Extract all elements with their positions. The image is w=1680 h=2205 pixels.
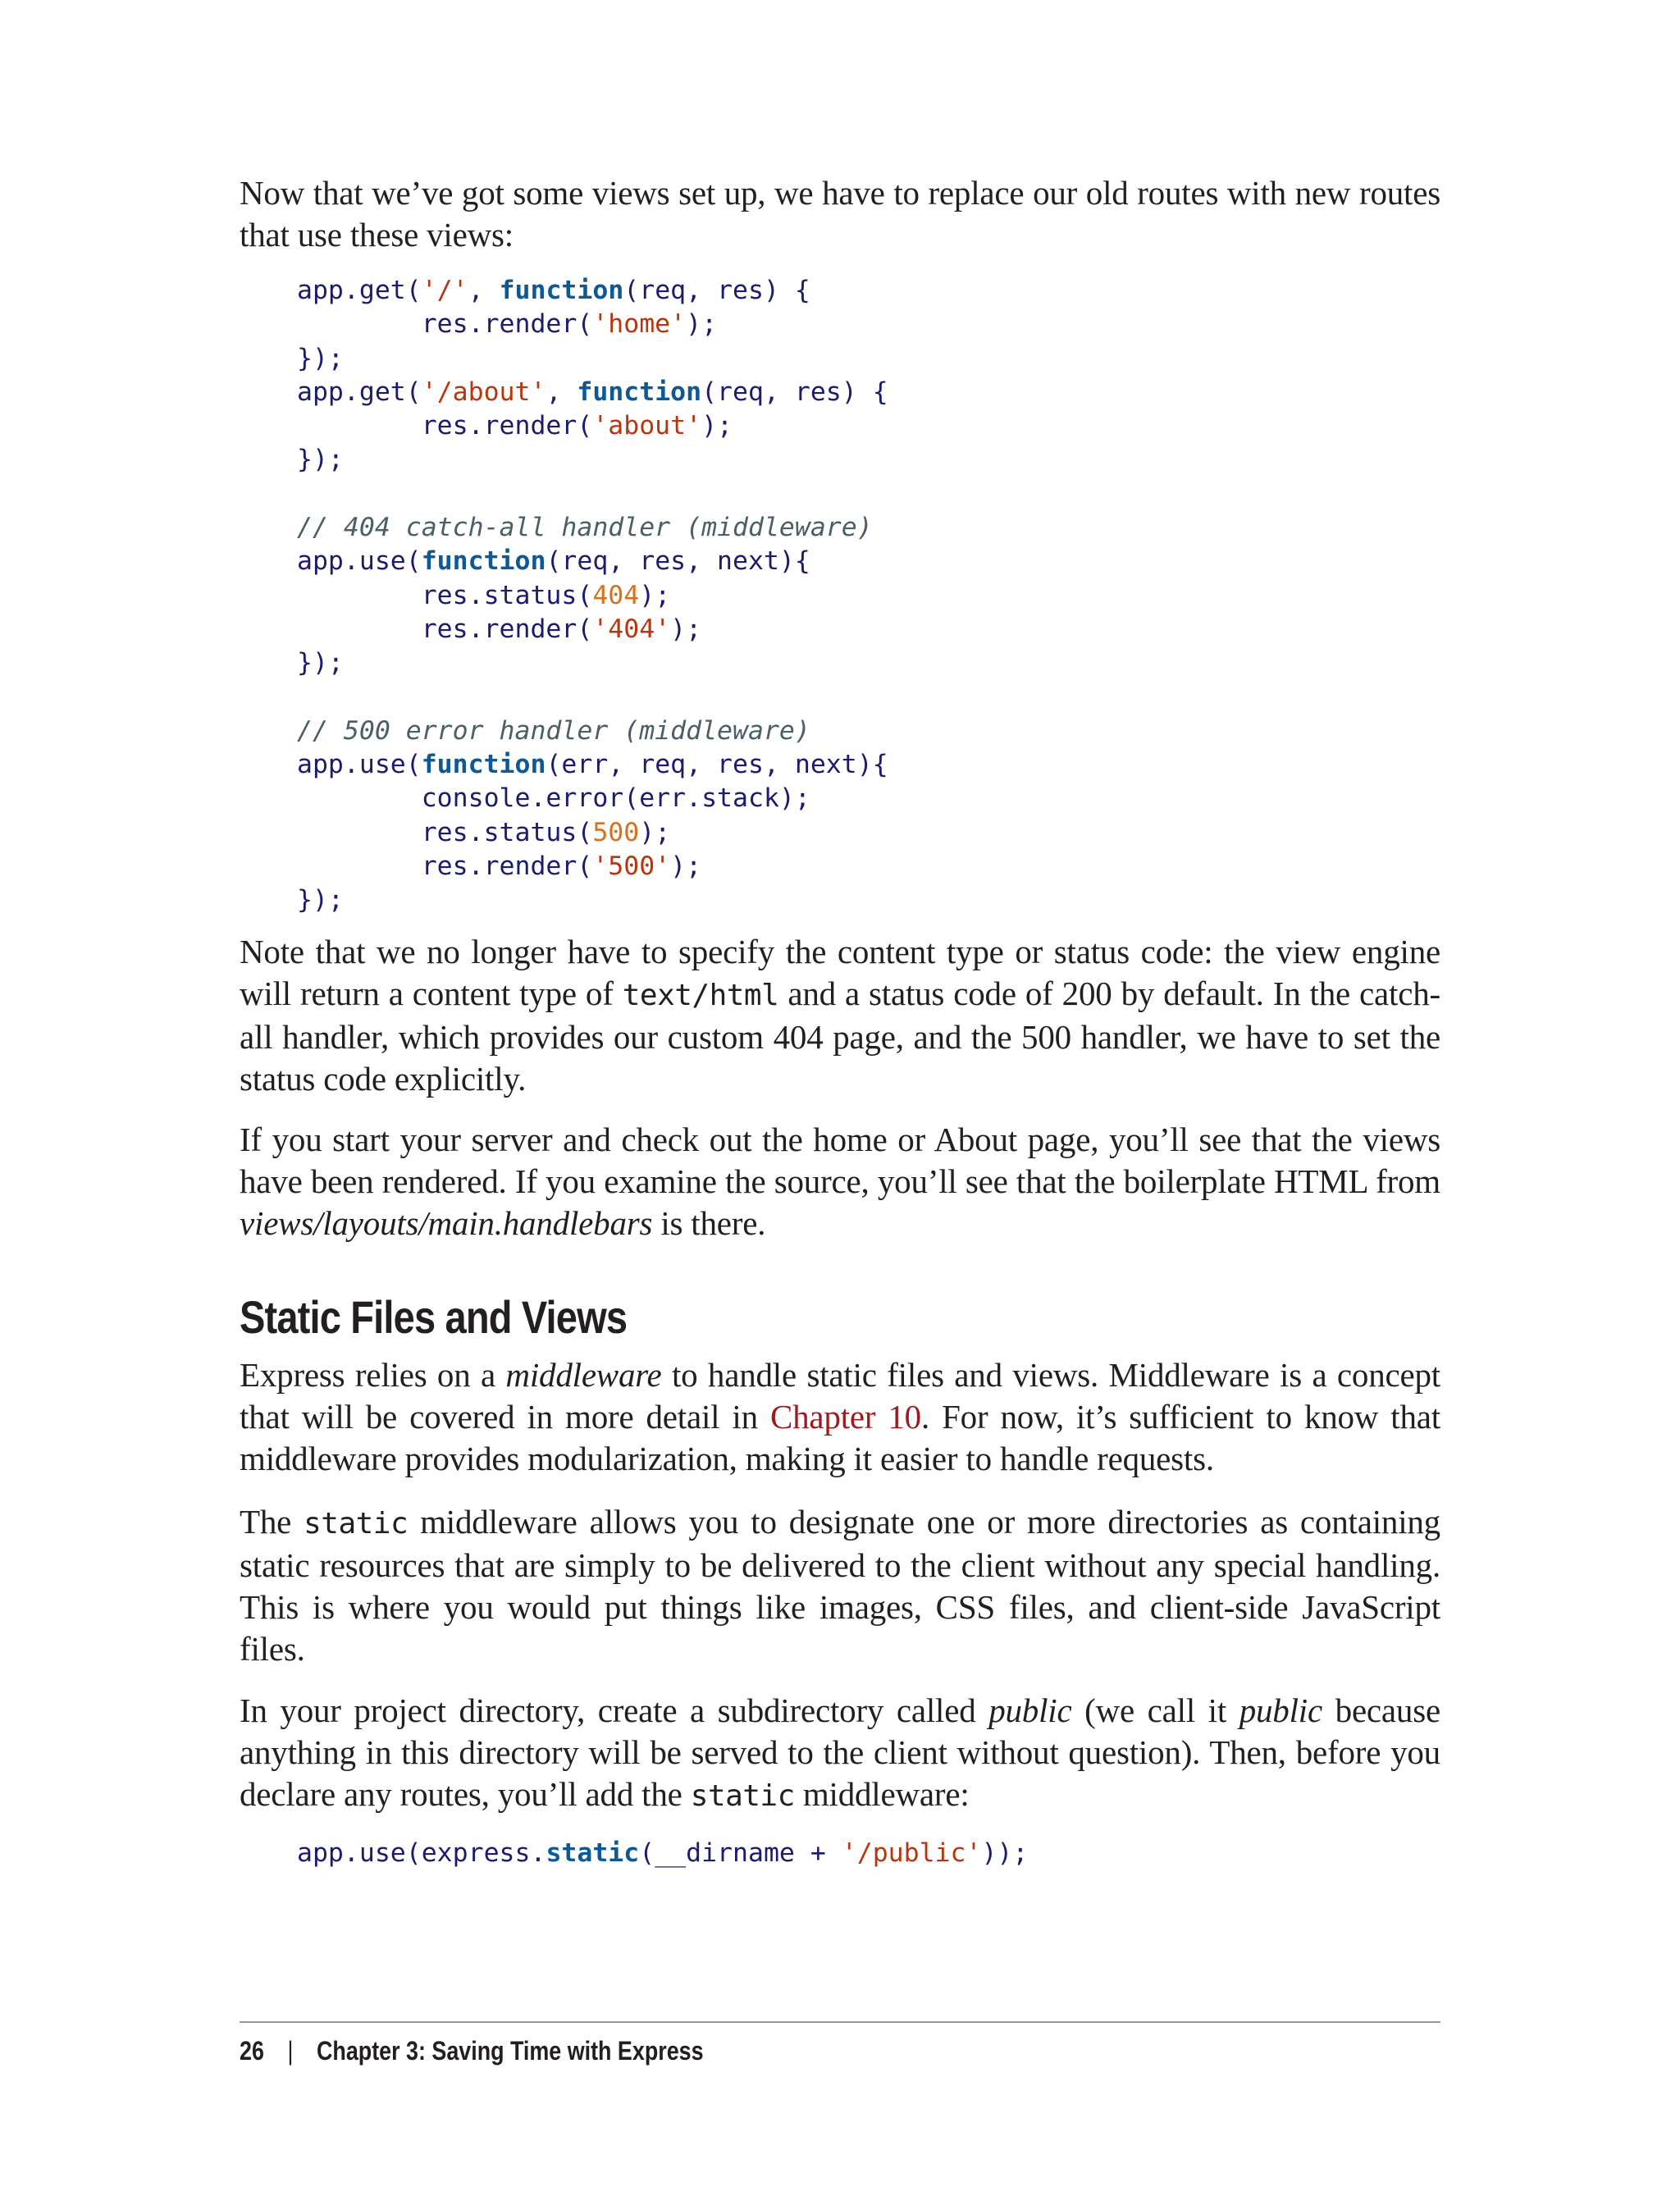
start-server-paragraph: [240, 1119, 1440, 1244]
code-token: (req, res) {: [623, 276, 810, 305]
code-line: [297, 309, 717, 339]
express-text-middle: to handle static files and views. Middleware is a concept that will be covered in more detail in: [240, 1355, 1440, 1436]
file-path-italic: views/layouts/main.handlebars: [240, 1203, 653, 1242]
code-token: (req, res) {: [701, 377, 888, 407]
code-string: '404': [592, 614, 671, 644]
code-number: 500: [592, 817, 640, 847]
code-token: (__dirname +: [639, 1838, 842, 1868]
code-line: [297, 750, 888, 779]
code-token: (err, req, res, next){: [546, 750, 888, 780]
code-token: });: [297, 648, 344, 678]
code-token: });: [297, 343, 344, 373]
public-italic-1: public: [988, 1691, 1072, 1729]
code-token: app.use(: [297, 750, 422, 780]
code-token: res.render(: [297, 614, 593, 644]
code-string: '500': [592, 851, 671, 882]
code-comment: // 404 catch-all handler (middleware): [297, 513, 873, 543]
code-token: );: [701, 411, 733, 441]
code-line: [297, 581, 670, 610]
inline-code-static: static: [304, 1506, 409, 1541]
code-line: [297, 648, 344, 678]
code-string: '/': [421, 276, 468, 305]
code-line: [297, 783, 810, 813]
project-paragraph: [240, 1690, 1440, 1817]
code-string: '/about': [421, 377, 546, 407]
project-text-end: middleware:: [794, 1774, 970, 1813]
code-line: [297, 513, 873, 542]
footer-separator: |: [287, 2036, 294, 2066]
code-token: app.use(: [297, 546, 422, 577]
page-content: [240, 172, 1440, 1870]
code-token: );: [670, 614, 702, 644]
code-token: );: [670, 851, 702, 882]
page-footer: [240, 2033, 704, 2069]
code-token: res.render(: [297, 309, 593, 340]
express-text-after: . For now, it’s sufficient to know that middleware provides modularization, making it easier to handle requests.: [240, 1397, 1440, 1477]
start-text-before: If you start your server and check out the home or About page, you’ll see that the views have been rendered. If you examine the source, you’ll see that the boilerplate HTML from: [240, 1120, 1440, 1200]
code-string: '/public': [841, 1838, 982, 1868]
code-line: [297, 276, 810, 305]
code-line: [297, 716, 810, 746]
express-text-before: Express relies on a: [240, 1355, 506, 1394]
code-token: (req, res, next){: [546, 546, 810, 577]
section-heading: Static Files and Views: [240, 1290, 628, 1343]
code-line: [297, 1838, 1028, 1868]
code-block-static: [240, 1837, 1440, 1870]
project-text-middle: (we call it: [1071, 1691, 1239, 1729]
note-text-after: and a status code of 200 by default. In the catch-all handler, which provides our custom 404 page, and the 500 handler, we have to set the status code explicitly.: [240, 974, 1440, 1098]
code-keyword: function: [421, 750, 546, 780]
code-token: );: [639, 817, 671, 847]
page-number: 26: [240, 2036, 264, 2066]
code-token: app.get(: [297, 276, 422, 305]
start-text-after: is there.: [652, 1203, 766, 1242]
note-text-before: Note that we no longer have to specify the content type or status code: the view engine will return a content type of: [240, 932, 1440, 1012]
code-keyword: function: [499, 276, 624, 305]
code-comment: // 500 error handler (middleware): [297, 715, 810, 746]
project-text-after: because anything in this directory will be served to the client without question). Then, before you declare any routes, you’ll add the: [240, 1691, 1440, 1813]
chapter-10-link[interactable]: Chapter 10: [769, 1397, 921, 1436]
code-token: );: [686, 309, 718, 340]
intro-paragraph: Now that we’ve got some views set up, we have to replace our old routes with new routes that use these views:: [240, 174, 1440, 253]
code-string: 'about': [592, 411, 702, 441]
footer-rule: [240, 2021, 1440, 2023]
code-token: ,: [468, 276, 500, 305]
code-token: console.error(err.stack);: [297, 783, 810, 814]
static-paragraph: [240, 1501, 1440, 1670]
code-token: ,: [546, 377, 578, 407]
chapter-title: Chapter 3: Saving Time with Express: [317, 2036, 704, 2066]
code-token: ));: [981, 1838, 1029, 1868]
code-token: res.status(: [297, 580, 593, 610]
public-italic-2: public: [1239, 1691, 1322, 1729]
note-paragraph: [240, 931, 1440, 1100]
code-token: res.status(: [297, 817, 593, 847]
code-token: app.get(: [297, 377, 422, 407]
code-keyword: static: [546, 1838, 640, 1868]
code-line: [297, 546, 810, 576]
code-string: 'home': [592, 309, 687, 340]
middleware-italic: middleware: [505, 1355, 662, 1394]
code-line: [297, 445, 344, 474]
inline-code-static-2: static: [690, 1778, 795, 1813]
code-token: });: [297, 885, 344, 915]
code-token: app.use(express.: [297, 1838, 546, 1868]
code-token: });: [297, 445, 344, 475]
code-block-routes: [240, 274, 1440, 918]
code-line: [297, 851, 701, 881]
express-paragraph: [240, 1354, 1440, 1480]
code-line: [297, 885, 344, 915]
inline-code-text-html: text/html: [622, 978, 779, 1012]
code-line: [297, 344, 344, 373]
code-token: res.render(: [297, 851, 593, 882]
code-token: );: [639, 580, 671, 610]
code-keyword: function: [577, 377, 702, 407]
code-line: [297, 614, 701, 644]
code-number: 404: [592, 580, 640, 610]
code-line: [297, 411, 733, 441]
code-line: [297, 818, 670, 847]
code-keyword: function: [421, 546, 546, 577]
static-text-before: The: [240, 1502, 304, 1541]
code-token: res.render(: [297, 411, 593, 441]
code-line: [297, 377, 888, 407]
static-text-after: middleware allows you to designate one or more directories as containing static resources that are simply to be delivered to the client without any special handling. This is where you would put things like images, CSS files, and client-side JavaScript files.: [240, 1502, 1440, 1668]
project-text-before: In your project directory, create a subdirectory called: [240, 1691, 989, 1729]
